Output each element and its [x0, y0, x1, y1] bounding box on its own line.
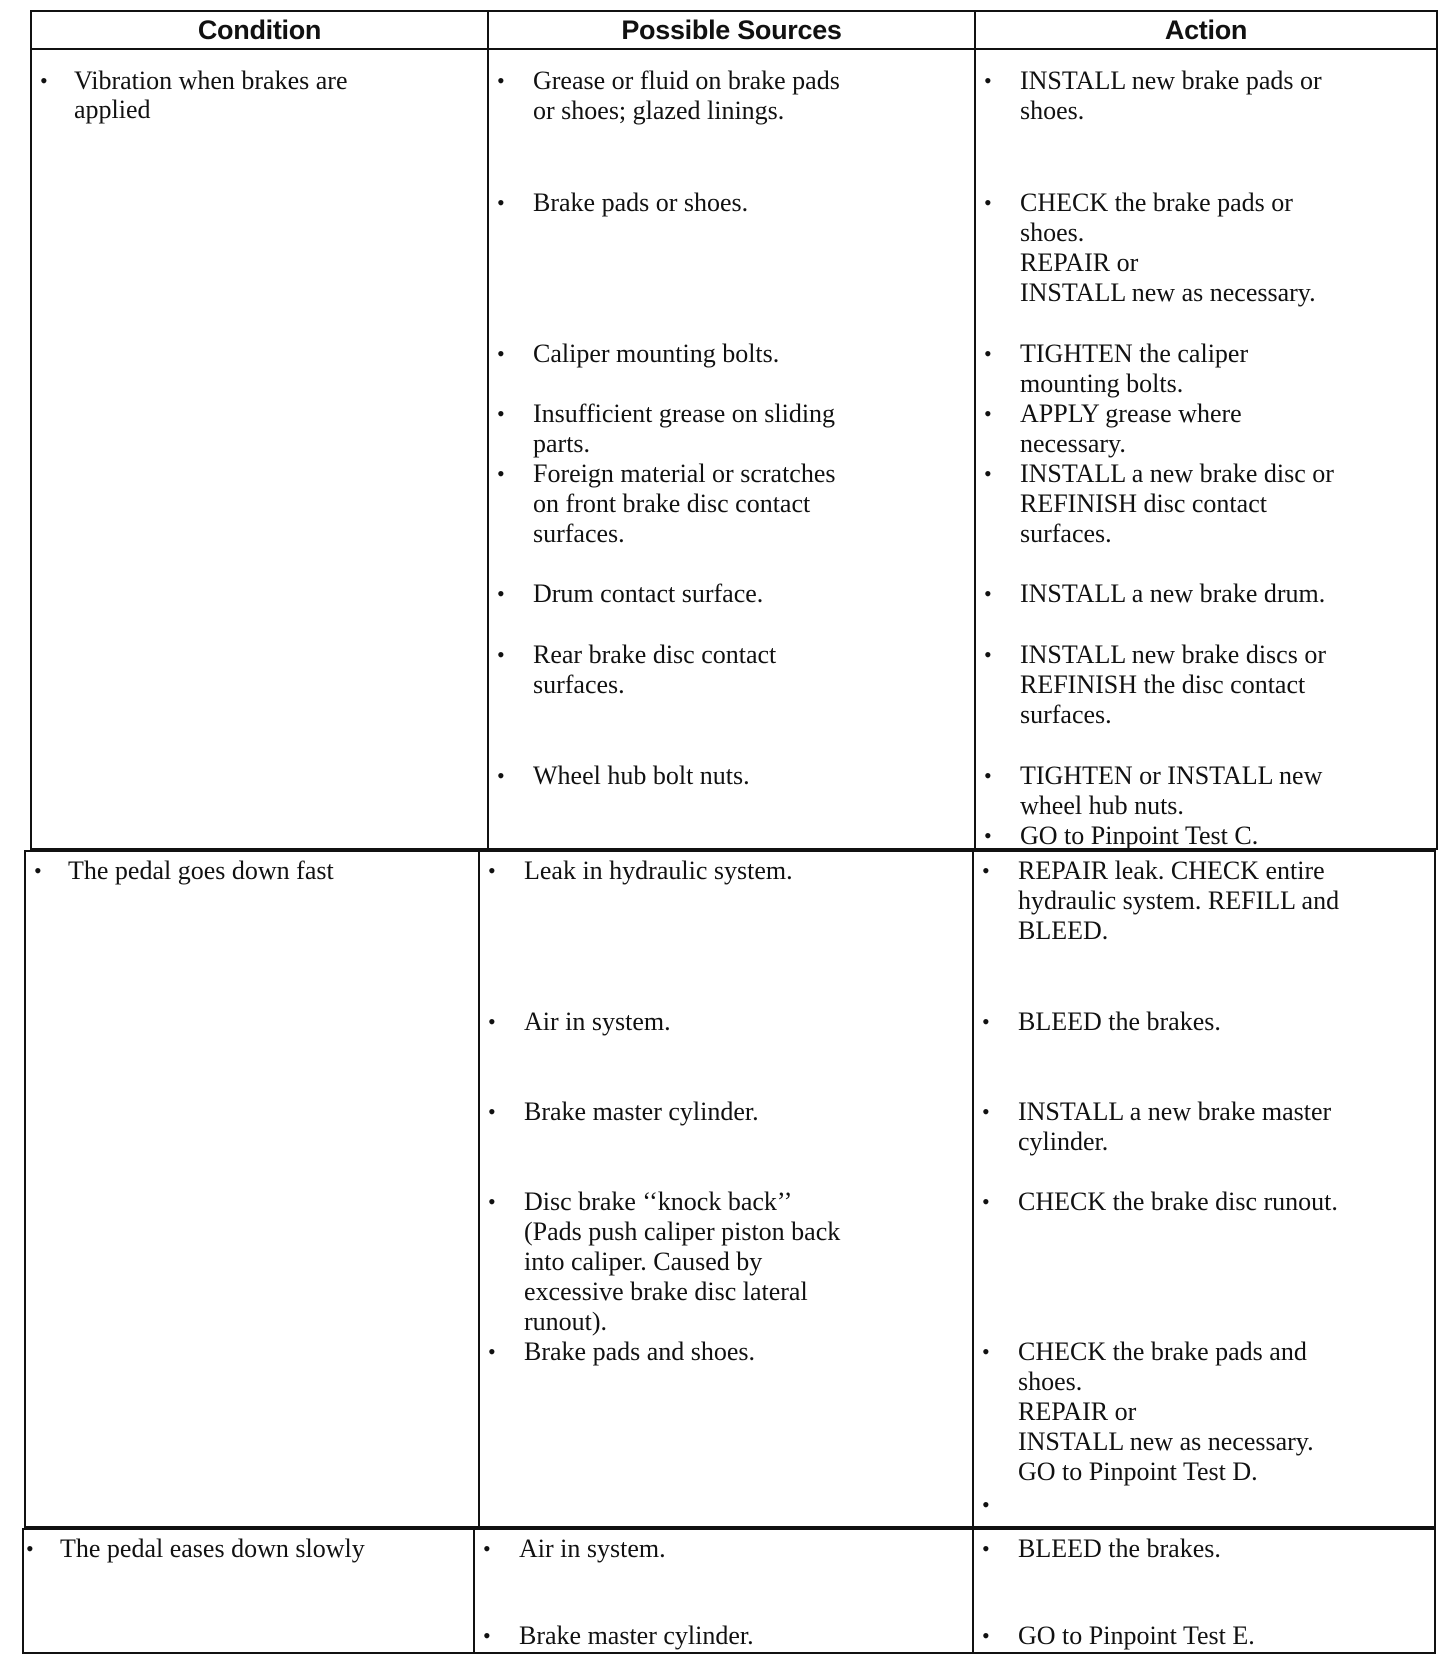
bullet-icon: •: [497, 190, 505, 215]
condition-cell: [26, 856, 468, 885]
source-item: [489, 761, 750, 791]
bullet-icon: •: [497, 763, 505, 788]
bullet-icon: •: [488, 1099, 496, 1124]
source-item: [489, 188, 748, 218]
action-text: TIGHTEN the caliper mounting bolts.: [1020, 339, 1249, 398]
action-item: [974, 1007, 1221, 1037]
source-item: [489, 66, 840, 126]
action-item: [976, 399, 1242, 459]
action-item: [974, 1187, 1338, 1217]
bullet-icon: •: [984, 401, 992, 426]
bullet-icon: •: [497, 68, 505, 93]
bullet-icon: •: [982, 858, 990, 883]
bullet-icon: •: [982, 1492, 990, 1517]
source-item: [489, 459, 836, 549]
source-text: Rear brake disc contact surfaces.: [533, 640, 777, 699]
condition-text: The pedal eases down slowly: [60, 1534, 365, 1563]
action-text: TIGHTEN or INSTALL new wheel hub nuts.: [1020, 761, 1323, 820]
source-text: Disc brake ‘‘knock back’’ (Pads push caliper piston back into caliper. Caused by excessive brake disc lateral runout).: [524, 1187, 841, 1336]
source-item: [480, 1007, 671, 1037]
header-action: Action: [1164, 14, 1248, 45]
bullet-icon: •: [982, 1009, 990, 1034]
action-text: CHECK the brake pads and shoes. REPAIR or INSTALL new as necessary. GO to Pinpoint Test D.: [1018, 1337, 1314, 1486]
condition-text: Vibration when brakes are applied: [74, 66, 348, 124]
action-item: [974, 1097, 1331, 1157]
action-item: [976, 579, 1325, 609]
bullet-icon: •: [982, 1099, 990, 1124]
action-text: INSTALL a new brake drum.: [1020, 579, 1326, 608]
source-text: Brake master cylinder.: [519, 1621, 754, 1650]
action-text: CHECK the brake pads or shoes. REPAIR or INSTALL new as necessary.: [1020, 188, 1316, 307]
bullet-icon: •: [984, 581, 992, 606]
bullet-icon: •: [984, 763, 992, 788]
table-row-vibration: [30, 50, 1438, 850]
bullet-icon: •: [982, 1339, 990, 1364]
table-row-pedal-slow: [22, 1528, 1436, 1654]
action-text: INSTALL new brake discs or REFINISH the disc contact surfaces.: [1020, 640, 1326, 729]
source-text: Grease or fluid on brake pads or shoes; glazed linings.: [533, 66, 840, 125]
action-item: [974, 1337, 1314, 1487]
action-item: [976, 459, 1334, 549]
action-item: [974, 1534, 1221, 1564]
source-text: Drum contact surface.: [533, 579, 764, 608]
bullet-icon: •: [984, 190, 992, 215]
bullet-icon: •: [497, 461, 505, 486]
source-text: Insufficient grease on sliding parts.: [533, 399, 836, 458]
table-header-row: [30, 10, 1438, 50]
source-item: [489, 399, 835, 459]
source-text: Leak in hydraulic system.: [524, 856, 793, 885]
source-text: Brake master cylinder.: [524, 1097, 759, 1126]
action-item: [976, 339, 1248, 399]
bullet-icon: •: [497, 642, 505, 667]
action-item: [974, 1621, 1255, 1651]
action-text: BLEED the brakes.: [1018, 1534, 1221, 1563]
bullet-icon: •: [982, 1623, 990, 1648]
condition-text: The pedal goes down fast: [68, 856, 334, 885]
action-item: [976, 761, 1322, 821]
source-text: Wheel hub bolt nuts.: [533, 761, 750, 790]
source-item: [475, 1534, 666, 1564]
source-text: Air in system.: [519, 1534, 666, 1563]
bullet-icon: •: [488, 858, 496, 883]
source-text: Foreign material or scratches on front brake disc contact surfaces.: [533, 459, 836, 548]
troubleshooting-table: [22, 10, 1442, 1660]
bullet-icon: •: [488, 1009, 496, 1034]
bullet-icon: •: [497, 401, 505, 426]
source-item: [480, 1097, 759, 1127]
bullet-icon: •: [26, 1536, 34, 1561]
source-item: [489, 640, 776, 700]
table-row-pedal-fast: [24, 850, 1436, 1528]
action-text: GO to Pinpoint Test C.: [1020, 821, 1259, 850]
header-possible-sources: Possible Sources: [489, 12, 976, 48]
bullet-icon: •: [483, 1536, 491, 1561]
source-item: [480, 856, 793, 886]
bullet-icon: •: [984, 341, 992, 366]
action-item: [976, 640, 1326, 730]
bullet-icon: •: [984, 642, 992, 667]
bullet-icon: •: [984, 68, 992, 93]
source-item: [480, 1187, 840, 1337]
action-text: REPAIR leak. CHECK entire hydraulic system. REFILL and BLEED.: [1018, 856, 1340, 945]
action-text: INSTALL a new brake master cylinder.: [1018, 1097, 1332, 1156]
source-text: Brake pads and shoes.: [524, 1337, 756, 1366]
action-text: INSTALL new brake pads or shoes.: [1020, 66, 1322, 125]
source-text: Caliper mounting bolts.: [533, 339, 780, 368]
action-item: [976, 66, 1322, 126]
source-text: Brake pads or shoes.: [533, 188, 749, 217]
source-item: [480, 1337, 755, 1367]
bullet-icon: •: [488, 1339, 496, 1364]
condition-cell: [32, 66, 474, 124]
bullet-icon: •: [497, 341, 505, 366]
bullet-icon: •: [483, 1623, 491, 1648]
bullet-icon: •: [40, 68, 48, 93]
bullet-icon: •: [984, 823, 992, 848]
bullet-icon: •: [982, 1536, 990, 1561]
action-text: INSTALL a new brake disc or REFINISH disc contact surfaces.: [1020, 459, 1334, 548]
source-text: Air in system.: [524, 1007, 671, 1036]
condition-cell: [18, 1534, 460, 1563]
bullet-icon: •: [34, 858, 42, 883]
action-item: [974, 856, 1339, 946]
bullet-icon: •: [984, 461, 992, 486]
action-text: GO to Pinpoint Test E.: [1018, 1621, 1255, 1650]
bullet-icon: •: [982, 1189, 990, 1214]
bullet-icon: •: [488, 1189, 496, 1214]
bullet-icon: •: [497, 581, 505, 606]
action-text: BLEED the brakes.: [1018, 1007, 1221, 1036]
header-condition: Condition: [32, 12, 489, 48]
action-text: APPLY grease where necessary.: [1020, 399, 1242, 458]
source-item: [489, 339, 779, 369]
action-item: [976, 188, 1316, 308]
action-item: [976, 821, 1258, 851]
action-text: CHECK the brake disc runout.: [1018, 1187, 1338, 1216]
source-item: [475, 1621, 754, 1651]
source-item: [489, 579, 763, 609]
